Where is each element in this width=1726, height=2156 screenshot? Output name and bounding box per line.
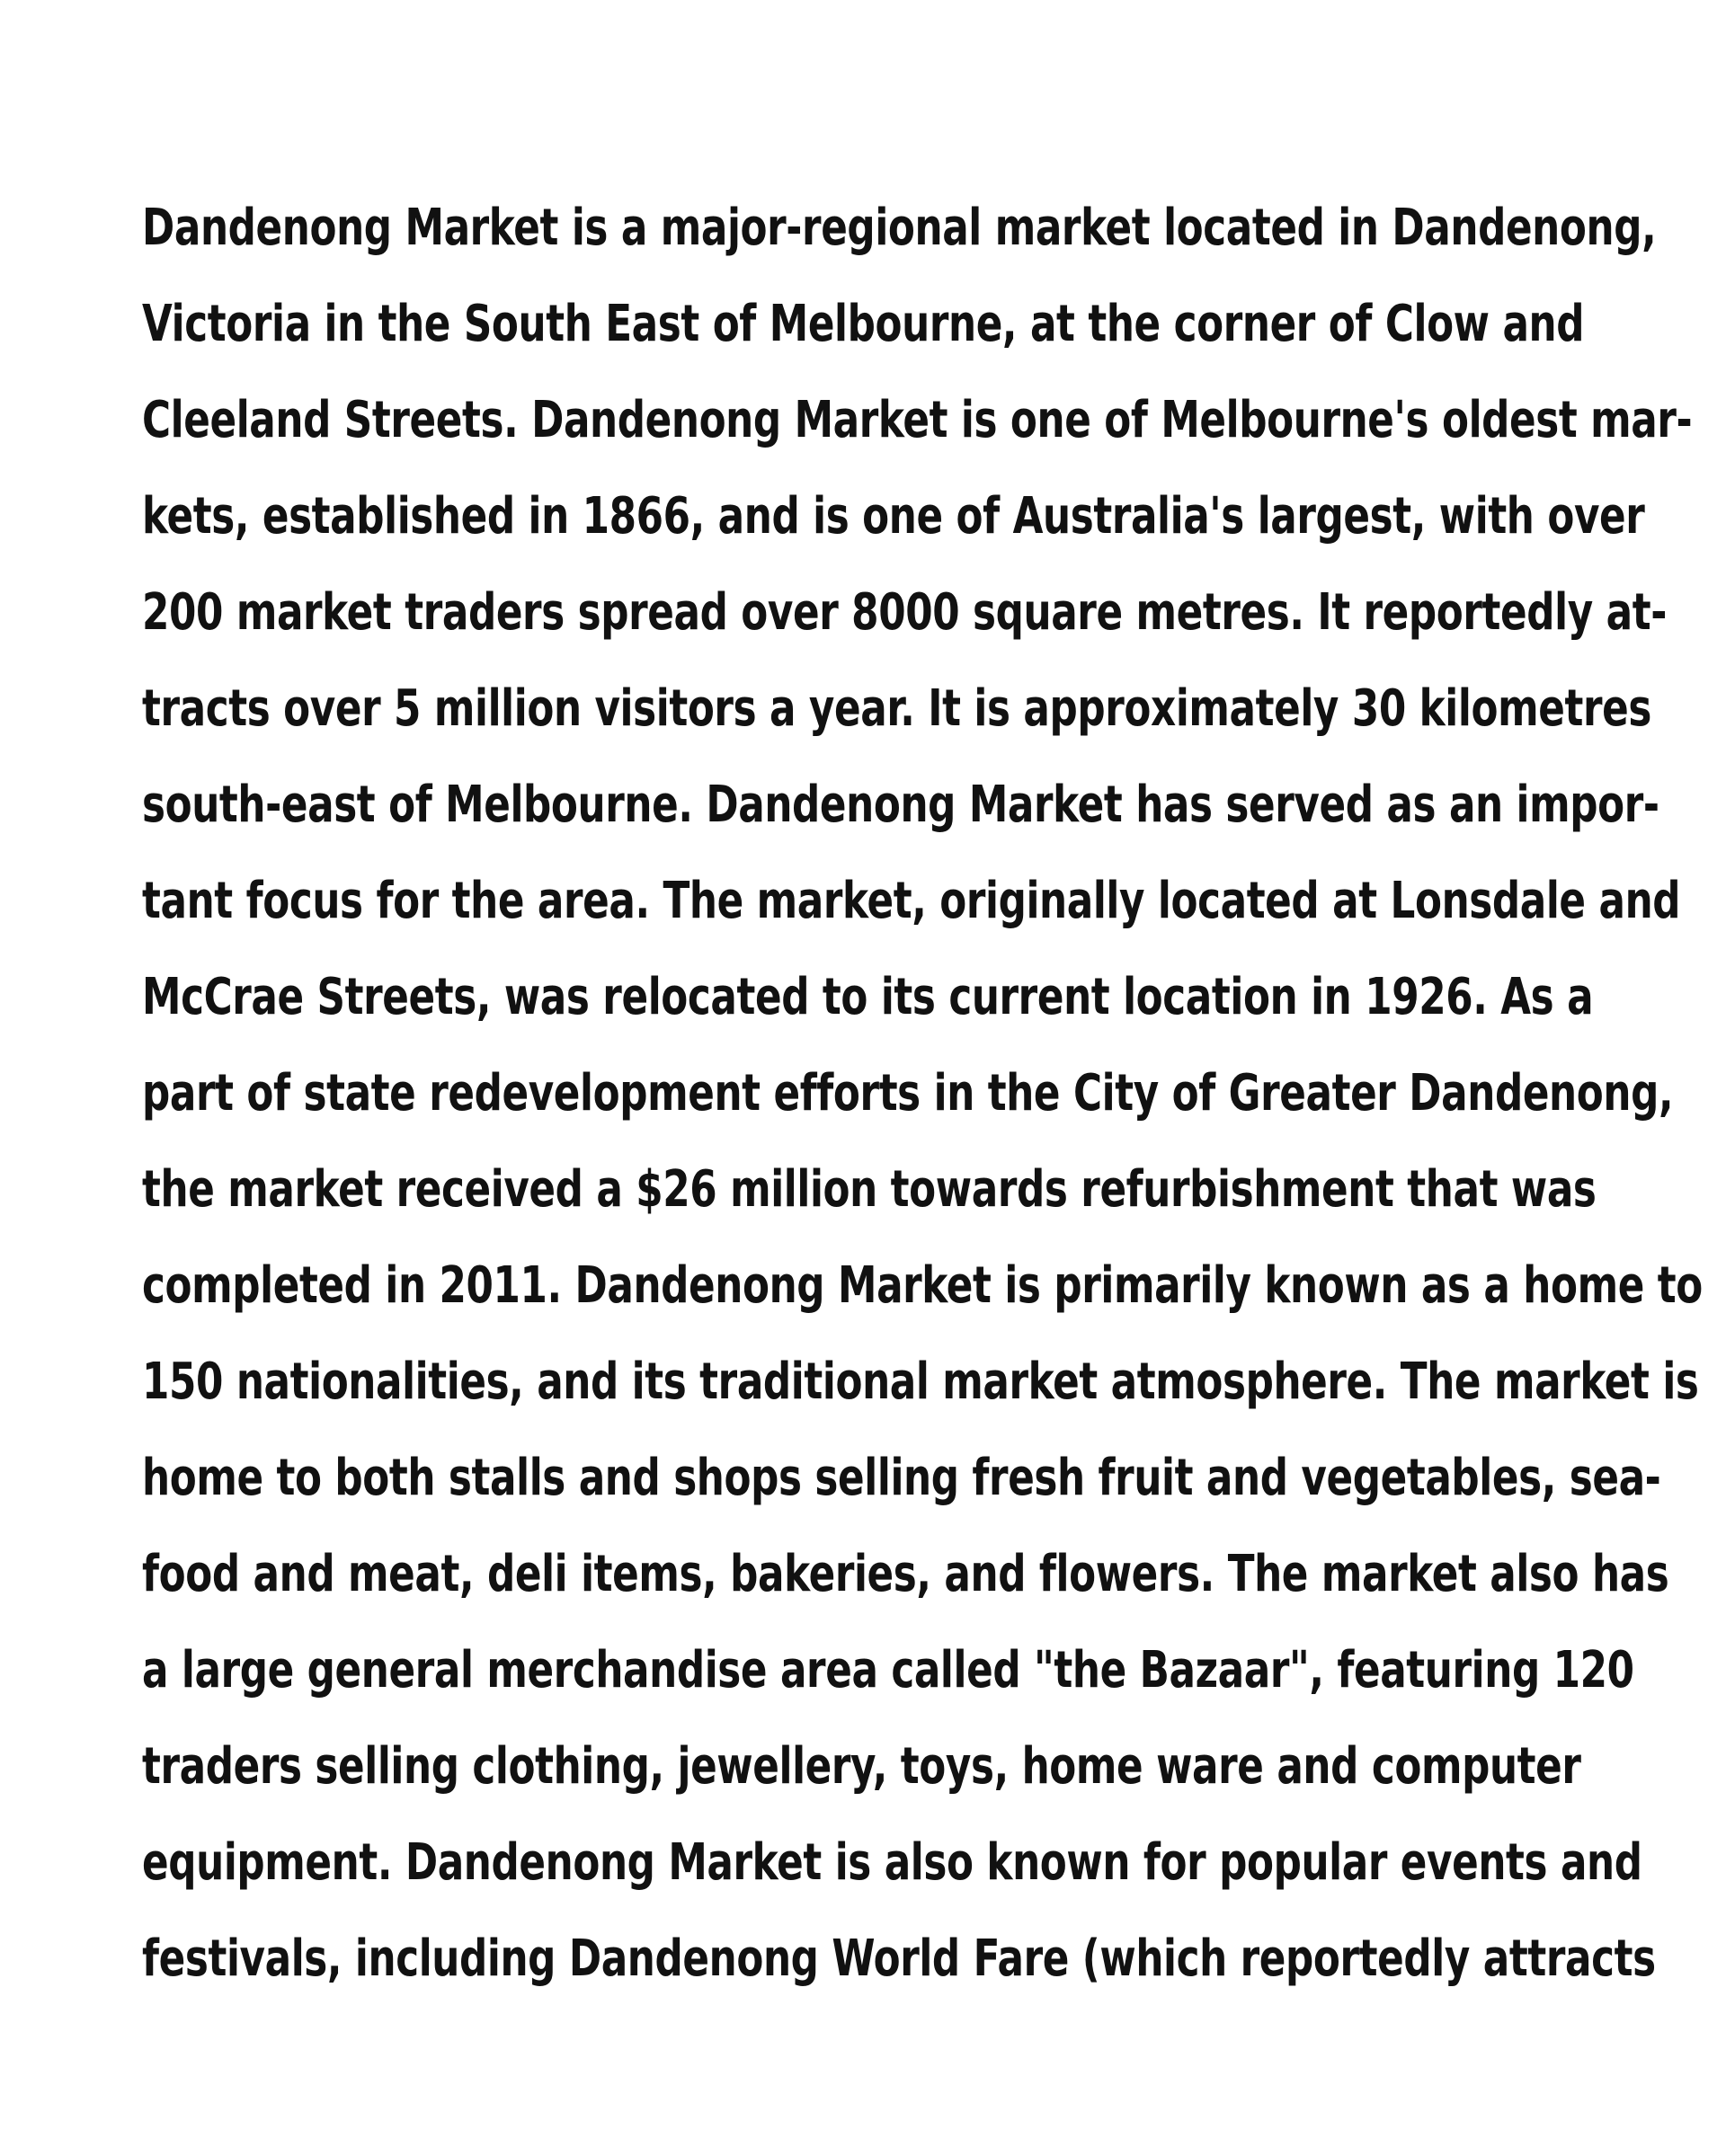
text-line: tracts over 5 million visitors a year. It is approximately 30 kilometres bbox=[142, 679, 1651, 738]
text-line: Victoria in the South East of Melbourne, at the corner of Clow and bbox=[142, 295, 1585, 353]
text-line: a large general merchandise area called "the Bazaar", featuring 120 bbox=[142, 1641, 1634, 1699]
text-line: south-east of Melbourne. Dandenong Market has served as an impor- bbox=[142, 776, 1659, 834]
article-body bbox=[142, 180, 1703, 2007]
text-line: Dandenong Market is a major-regional market located in Dandenong, bbox=[142, 199, 1657, 257]
text-line: equipment. Dandenong Market is also known for popular events and bbox=[142, 1833, 1642, 1892]
text-line: 150 nationalities, and its traditional market atmosphere. The market is bbox=[142, 1353, 1699, 1411]
text-line: McCrae Streets, was relocated to its current location in 1926. As a bbox=[142, 968, 1594, 1026]
text-line: kets, established in 1866, and is one of Australia's largest, with over bbox=[142, 487, 1645, 546]
text-line: home to both stalls and shops selling fresh fruit and vegetables, sea- bbox=[142, 1449, 1661, 1507]
text-line: completed in 2011. Dandenong Market is primarily known as a home to bbox=[142, 1256, 1703, 1315]
text-line: food and meat, deli items, bakeries, and flowers. The market also has bbox=[142, 1545, 1669, 1603]
text-line: festivals, including Dandenong World Fare (which reportedly attracts bbox=[142, 1930, 1656, 1988]
text-line: 200 market traders spread over 8000 square metres. It reportedly at- bbox=[142, 583, 1667, 642]
text-line: tant focus for the area. The market, originally located at Lonsdale and bbox=[142, 872, 1681, 930]
text-line: Cleeland Streets. Dandenong Market is one of Melbourne's oldest mar- bbox=[142, 391, 1693, 449]
text-line: traders selling clothing, jewellery, toys, home ware and computer bbox=[142, 1737, 1581, 1796]
text-line: part of state redevelopment efforts in the City of Greater Dandenong, bbox=[142, 1064, 1674, 1122]
text-line: the market received a $26 million towards refurbishment that was bbox=[142, 1160, 1597, 1219]
